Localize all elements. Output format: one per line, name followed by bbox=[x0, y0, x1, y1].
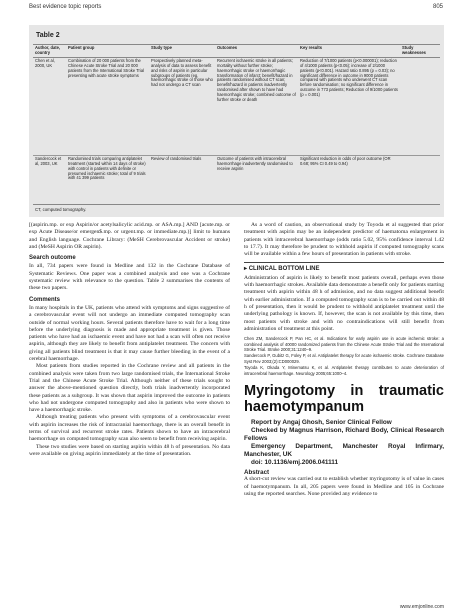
search-string: [(aspirin.mp. or exp Aspirin/or acetylsalicylic acid.mp. or ASA.mp.] AND [acute.mp. or exp Acute Disease/or emergen$.mp. or urgent.mp. or immediate.mp.)] limit to humans and English language. Cochrane Library: (MeSH Cerebrovascular Accident or stroke) and (MeSH Aspirin OR aspirin). bbox=[29, 222, 230, 250]
paragraph: Although treating patients who present with symptoms of a cerebrovascular event with aspirin increases the risk of intracranial haemorrhage, there is an overall benefit in terms of survival and recurrent stroke rates. Patients shown to have an intracerebral haemorrhage on computed tomography scan also seem to benefit from receiving aspirin. bbox=[29, 414, 230, 443]
running-title: Best evidence topic reports bbox=[29, 4, 102, 10]
paragraph: These two studies were based on starting aspirin within 48 h of presentation. No data were available on giving aspirin immediately at the time of presentation. bbox=[29, 443, 230, 457]
cell-key-results: Reduction of 7/1000 patients (p<0.000001); reduction of 4/1000 patients (p<0.05); increase of 2/1000 patients (p<0.001). Hazard ratio 0.895 (p = 0.03); no significant difference in outcome in 9000 patients compared with patients who underwent CT scan before randomisation; no significant difference in outcome in 773 patients; Reduction of 9/1000 patients (p = 0.001) bbox=[300, 57, 398, 98]
report-by: Report by Angaj Ghosh, Senior Clinical Fellow bbox=[251, 419, 392, 426]
article-title: Myringotomy in traumatic haemotympanum bbox=[244, 383, 444, 415]
column-header: Author, date, country bbox=[33, 45, 66, 58]
abstract-text: A short-cut review was carried out to establish whether myringotomy is of value in cases of haemotympanum. In all, 205 papers were found in Medline and 105 in Cochrane using the reported searches. None provided any evidence to bbox=[244, 476, 444, 497]
table-row bbox=[33, 57, 440, 155]
paragraph: In many hospitals in the UK, patients who attend with symptoms and signs suggestive of a cerebrovascular event will not undergo an immediate computed tomography scan outside of normal working hours. Several patients therefore have to wait for a long time before the underlying diagnosis is made and appropriate treatment is given. Those patients who have had an ischaemic event and have not had a scan will often not receive aspirin, although they are likely to benefit from antiplatelet treatment. The concern with giving all patients blind treatment is that it may cause further bleeding in the event of a cerebral haemorrhage. bbox=[29, 304, 230, 363]
column-header: Study weaknesses bbox=[400, 45, 440, 58]
cell-patient-group: Combination of 20 000 patients from the Chinese Acute Stroke Trial and 20 000 patients from the International Stroke Trial presenting with acute stroke symptoms bbox=[68, 57, 144, 78]
footer-url[interactable]: www.emjonline.com bbox=[399, 604, 444, 610]
table-footnote: CT, computed tomography. bbox=[35, 207, 87, 212]
table-row bbox=[33, 155, 440, 182]
bottom-line-heading bbox=[244, 262, 444, 273]
cell-key-results: Significant reduction in odds of poor outcome (OR 0.68; 95% CI 0.49 to 0.94) bbox=[298, 155, 400, 182]
affiliation: Emergency Department, Manchester Royal Infirmary, Manchester, UK bbox=[244, 443, 444, 458]
paragraph: Most patients from studies reported in the Cochrane review and all patients in the combined analysis were taken from two large randomised trials, the International Stroke Trial and the Chinese Acute Stroke Trial. Although neither of these trials sought to answer the above-mentioned question directly, both trials inadvertently incorporated these patients as a subgroup. It was shown that aspirin improved the outcome in patients who had not undergone computed tomography and also in patients who were shown to have a haemorrhagic stroke. bbox=[29, 363, 230, 414]
cell-outcomes: Recurrent ischaemic stroke in all patients; mortality without further stroke; haemorrhagic stroke or haemorrhagic transformation of infarct; benefit/hazard in patients randomised without CT scan; benefit/hazard in patients inadvertently randomised after shown to have had haemorrhagic stroke; combined outcome of further stroke or death bbox=[217, 57, 296, 103]
paragraph: Administration of aspirin is likely to benefit most patients overall, perhaps even those with haemorrhagic strokes. Available data demonstrate a benefit only for patients starting treatment with aspirin within 48 h of admission, and no data suggest additional benefit with earlier administration. If a computed tomography scan is to be carried out within 48 h of presentation, then it would be prudent to withhold antiplatelet treatment until the underlying pathology is known. If, however, the scan is not available by this time, then most patients with stroke and with no contraindications will still benefit from administration of treatment at this point. bbox=[244, 274, 444, 332]
cell-study-type: Review of randomised trials bbox=[149, 155, 215, 182]
reference-list bbox=[244, 336, 444, 376]
cell-weaknesses bbox=[400, 155, 440, 182]
reference[interactable]: Toyoda K, Okada Y, Minematsu K, et al. Antiplatelet therapy contributes to acute deterioration of intracerebral haemorrhage. Neurology 2005;65:1000–4. bbox=[244, 365, 444, 376]
paragraph: In all, 734 papers were found in Medline and 132 in the Cochrane Database of Systematic Reviews. One paper was a combined analysis and one was a Cochrane systematic review with relevance to the question. Table 2 summarises the contents of these two papers. bbox=[29, 263, 230, 292]
column-header: Key results bbox=[298, 45, 400, 58]
cell-patient-group: Randomised trials comparing antiplatelet treatment (started within 14 days of stroke) with control in patients with definite or presumed ischaemic stroke; total of 9 trials with 41 399 patients bbox=[66, 155, 149, 182]
running-header bbox=[29, 4, 443, 14]
page-number: 805 bbox=[432, 4, 443, 10]
table-rule bbox=[33, 204, 440, 205]
triangle-icon: ▸ bbox=[244, 266, 249, 273]
reference[interactable]: Chen ZM, Sandercock P, Pan HC, et al. Indications for early aspirin use in acute ischemic stroke: a combined analysis of 40000 randomized patients from the Chinese Acute Stroke Trial and the International Stroke Trial. Stroke 2000;31:1240–9. bbox=[244, 336, 444, 352]
section-heading: Search outcome bbox=[29, 255, 76, 262]
reference[interactable]: Sandercock P, Gubitz G, Foley P, et al. Antiplatelet therapy for acute ischaemic stroke. Cochrane Database Syst Rev 2003;(2):CD000029. bbox=[244, 353, 444, 364]
cell-weaknesses bbox=[400, 57, 440, 155]
bottom-line-heading-text: CLINICAL BOTTOM LINE bbox=[248, 266, 320, 273]
doi[interactable]: doi: 10.1136/emj.2006.041111 bbox=[251, 459, 339, 466]
table-header-row bbox=[33, 45, 440, 58]
section-heading: Comments bbox=[29, 296, 61, 303]
cell-outcomes: Outcome of patients with intracerebral haemorrhage inadvertently randomised to receive aspirin bbox=[215, 155, 298, 182]
column-header: Study type bbox=[149, 45, 215, 58]
column-header: Patient group bbox=[66, 45, 149, 58]
abstract-heading: Abstract bbox=[244, 469, 270, 476]
evidence-table bbox=[33, 44, 440, 182]
left-column bbox=[29, 222, 230, 458]
cell-author: Chen et al, 2000, UK bbox=[35, 57, 55, 68]
cell-study-type: Prospectively planned meta-analysis of data to assess benefit and risks of aspirin in particular subgroups of patients (eg, haemorrhagic stroke or those who had not undergo a CT scan bbox=[151, 57, 213, 88]
right-column bbox=[244, 222, 444, 498]
table-2 bbox=[29, 25, 444, 217]
table-title: Table 2 bbox=[36, 32, 60, 39]
cell-author: Sandercock et al, 2003, UK bbox=[33, 155, 66, 182]
paragraph: As a word of caution, an observational study by Toyoda et al suggested that prior treatment with aspirin may be an independent predictor of haematoma enlargement in patients with intracerebral haemorrhage (odds ratio 5.02, 95% confidence interval 1.42 to 17.7). It may therefore be prudent to withhold aspirin if computed tomography scans will be available within a few hours of presentation in patients with stroke. bbox=[244, 222, 444, 258]
checked-by: Checked by Magnus Harrison, Richard Body, Clinical Research Fellows bbox=[244, 427, 444, 442]
column-header: Outcomes bbox=[215, 45, 298, 58]
